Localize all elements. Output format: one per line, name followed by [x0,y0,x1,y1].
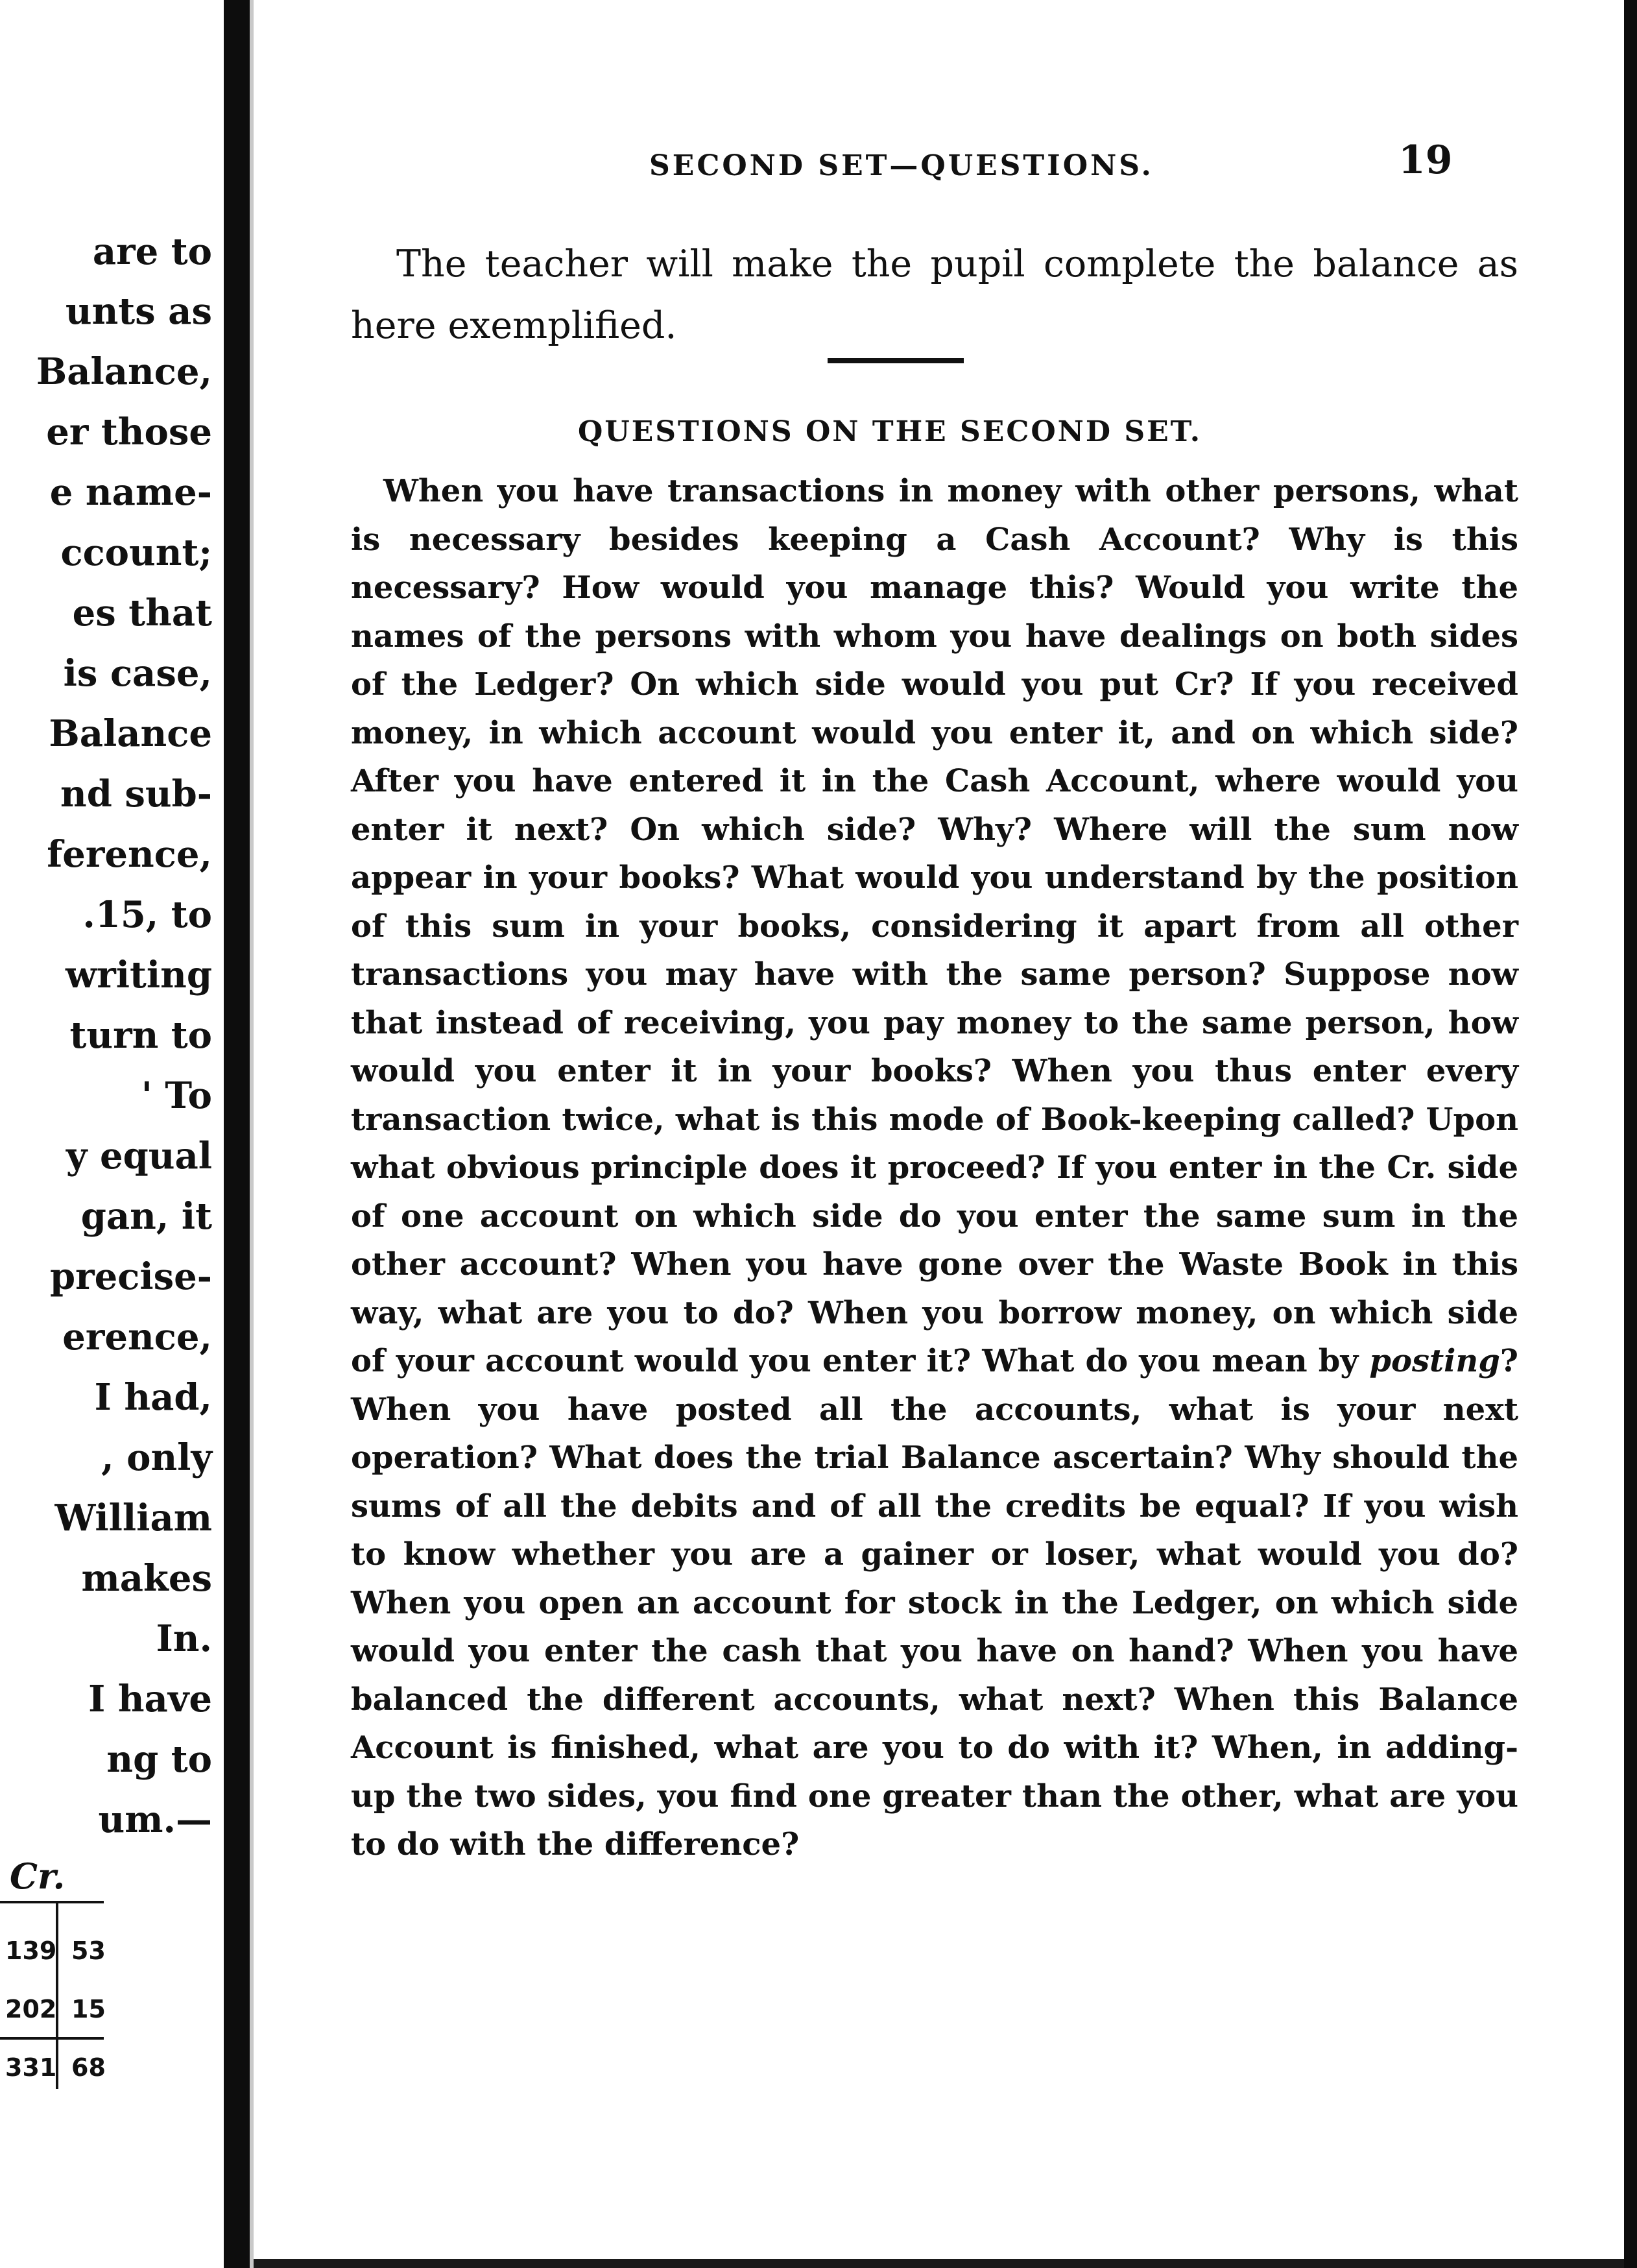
left-page-line: ' To [141,1074,212,1117]
section-heading: QUESTIONS ON THE SECOND SET. [578,415,1202,448]
book-gutter [224,0,250,2268]
left-page-line: e name- [49,471,212,514]
left-page-line: ference, [47,833,212,876]
left-page-line: ccount; [60,531,212,574]
ledger-shillings-cell: 15 [71,1995,106,2023]
intro-paragraph: The teacher will make the pupil complete the balance as here exemplified. [351,243,1518,347]
left-page-line: In. [156,1617,212,1660]
left-page-line: I had, [94,1376,212,1419]
left-page-line: writing [66,954,212,996]
left-page-line: .15, to [82,893,212,936]
left-page-line: gan, it [80,1195,212,1238]
left-page-line: es that [72,592,212,634]
ledger-shillings-cell: 53 [71,1936,106,1965]
left-page-line: ng to [106,1738,212,1781]
questions-text-continued: ? When you have posted all the accounts, what is your next operation? What does the trial Balance ascertain? Why should the sums of all the debits and of all the credits be equal? If you wish to know whether you are a gainer or loser, what would you do? When you open an account for stock in the Ledger, on which side would you enter the cash that you have on hand? When you have balanced the different accounts, what next? When this Balance Account is finished, what are you to do with it? When, in adding-up the two sides, you find one greater than the other, what are you to do with the difference? [351,1343,1518,1863]
left-page-line: unts as [65,290,212,333]
ledger-pounds-cell: 202 [5,1995,57,2023]
ledger-pounds-cell: 139 [5,1936,57,1965]
left-page-line: , only [101,1436,212,1479]
left-page-line: makes [81,1557,212,1600]
scan-border-right [1624,0,1637,2268]
scan-border-bottom [254,2259,1624,2268]
left-page-line: is case, [63,652,212,695]
running-head: SECOND SET—QUESTIONS. [649,149,1154,182]
ledger-rule [0,1901,104,1903]
left-page-line: erence, [62,1316,212,1358]
ledger-total-rule [0,2037,104,2040]
left-page-line: er those [46,411,212,453]
previous-page-fragment [0,0,224,2268]
left-page-line: nd sub- [60,773,212,815]
questions-paragraph [351,467,1518,1869]
page-number: 19 [1398,138,1453,183]
left-page-line: turn to [69,1014,212,1057]
section-divider [828,358,964,363]
left-page-line: um.— [98,1798,212,1841]
left-page-line: Balance [49,712,212,755]
posting-italic-word: posting [1369,1343,1500,1379]
ledger-shillings-total: 68 [71,2053,106,2082]
left-page-line: I have [88,1678,212,1720]
left-page-line: William [54,1497,212,1539]
ledger-cr-header: Cr. [10,1855,66,1897]
left-page-line: Balance, [36,350,212,393]
left-page-line: precise- [49,1255,212,1298]
questions-text: When you have transactions in money with other persons, what is necessary besides keeping a Cash Account? Why is this necessary? How would you manage this? Would you write the names of the persons with whom you have dealings on both sides of the Ledger? On which side would you put Cr? If you received money, in which account would you enter it, and on which side? After you have entered it in the Cash Account, where would you enter it next? On which side? Why? Where will the sum now appear in your books? What would you understand by the position of this sum in your books, considering it apart from all other transactions you may have with the same person? Suppose now that instead of receiving, you pay money to the same person, how would you enter it in your books? When you thus enter every transaction twice, what is this mode of Book-keeping called? Upon what obvious principle does it proceed? If you enter in the Cr. side of one account on which side do you enter the same sum in the other account? When you have gone over the Waste Book in this way, what are you to do? When you borrow money, on which side of your account would you enter it? What do you mean by [351,473,1518,1379]
book-page [254,0,1624,2259]
left-page-line: are to [92,230,212,273]
ledger-pounds-total: 331 [5,2053,57,2082]
left-page-line: y equal [66,1135,212,1177]
